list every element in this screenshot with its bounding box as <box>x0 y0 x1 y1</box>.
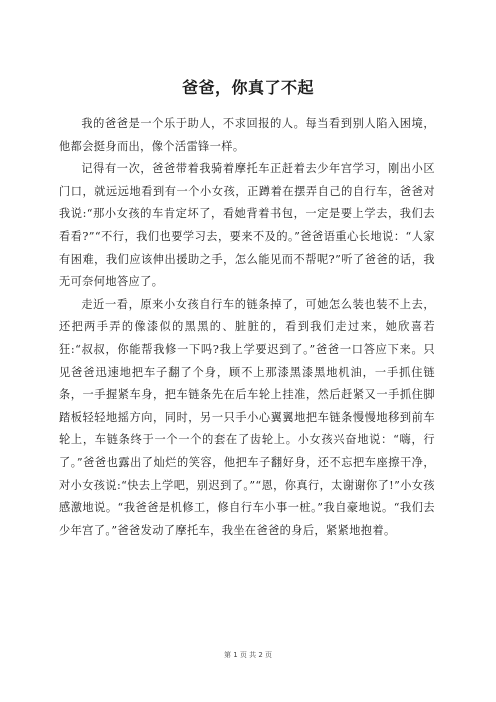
paragraph: 记得有一次，爸爸带着我骑着摩托车正赶着去少年宫学习，刚出小区门口，就远远地看到有一个小女孩，正蹲着在摆弄自己的自行车，爸爸对我说:“那小女孩的车肯定坏了，看她背着书包，一定是要上学去，我们去看看?”“不行，我们也要学习去，要来不及的。”爸爸语重心长地说：“人家有困难，我们应该伸出援助之手，怎么能见而不帮呢?”听了爸爸的话，我无可奈何地答应了。 <box>59 162 435 289</box>
page-footer: 第 1 页 共 2 页 <box>223 651 273 659</box>
paragraph: 走近一看，原来小女孩自行车的链条掉了，可她怎么装也装不上去，还把两手弄的像漆似的黑黑的、脏脏的，看到我们走过来，她欣喜若狂:“叔叔，你能帮我修一下吗?我上学要迟到了。”爸爸一口答应下来。只见爸爸迅速地把车子翻了个身，顾不上那漆黑漆黑地机油，一手抓住链条，一手握紧车身，把车链条先在后车轮上挂准，然后赶紧又一手抓住脚踏板轻轻地摇方向，同时，另一只手小心翼翼地把车链条慢慢地移到前车轮上，车链条终于一个一个的套在了齿轮上。小女孩兴奋地说：“嗨，行了。”爸爸也露出了灿烂的笑容，他把车子翻好身，还不忘把车座擦干净，对小女孩说:“快去上学吧，别迟到了。”“恩，你真行，太谢谢你了!”小女孩感激地说。“我爸爸是机修工，修自行车小事一桩。”我自豪地说。“我们去少年宫了。”爸爸发动了摩托车，我坐在爸爸的身后，紧紧地抱着。 <box>59 297 435 537</box>
paragraph: 我的爸爸是一个乐于助人，不求回报的人。每当看到别人陷入困境，他都会挺身而出，像个活雷锋一样。 <box>59 117 435 153</box>
document-body <box>59 113 435 542</box>
document-title: 爸爸，你真了不起 <box>181 78 314 97</box>
